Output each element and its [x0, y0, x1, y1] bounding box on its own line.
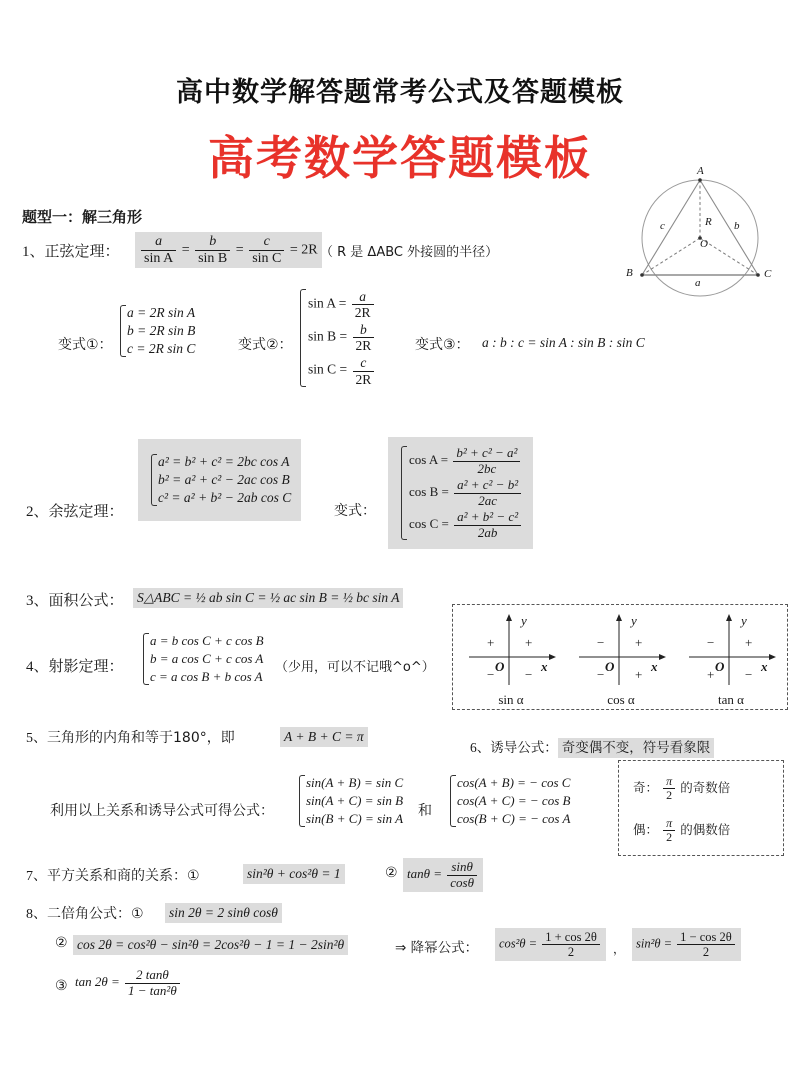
cosvar-num-3: a² + b² − c² [454, 510, 521, 526]
cosine-line-2: b² = a² + c² − 2ac cos B [158, 472, 290, 487]
variant1-label: 变式①： [58, 337, 113, 353]
cosvar-num-2: a² + c² − b² [454, 478, 521, 494]
projection-line-2: b = a cos C + c cos A [150, 651, 264, 666]
odd-num: π [663, 775, 675, 789]
pythagorean-identity: sin²θ + cos²θ = 1 [243, 864, 345, 884]
circumcircle-diagram [612, 165, 788, 300]
odd-even-note-box [618, 760, 784, 856]
sine-equals-2r: = 2R [289, 242, 318, 258]
quadrant-item-sin [459, 609, 563, 707]
derived-sine-group [296, 774, 403, 828]
cosvar-lhs-2: cos B = [409, 484, 449, 500]
reduce-sin-den: 2 [702, 945, 710, 959]
cos-q3-sign: − [597, 667, 605, 682]
tan-y-axis-label: y [741, 613, 747, 628]
side-label-a: a [695, 277, 701, 289]
item8-marker-1: ① [131, 906, 144, 922]
sin-function-label: sin α [498, 692, 524, 707]
derived-lead-text: 利用以上关系和诱导公式可得公式： [50, 803, 274, 819]
item1-note: （ R 是 ΔABC 外接圆的半径） [320, 245, 499, 260]
tan-identity-num: sinθ [447, 860, 477, 876]
cos-x-axis-label: x [651, 659, 658, 674]
radius-label-r: R [705, 216, 712, 228]
sin-x-axis-label: x [541, 659, 548, 674]
item8-number: 8、 [26, 907, 47, 922]
even-row [633, 817, 730, 845]
item7-marker-2: ② [385, 865, 398, 881]
item2-name: 余弦定理： [48, 502, 124, 520]
quadrant-item-tan [679, 609, 783, 707]
item4-number: 4、 [26, 659, 49, 675]
variant1-group [117, 304, 195, 358]
sin-origin-label: O [495, 659, 505, 674]
sine-a-num: a [141, 234, 176, 251]
cos-origin-label: O [605, 659, 615, 674]
item6-highlight: 奇变偶不变，符号看象限 [558, 738, 715, 758]
tan-q2-sign: − [707, 635, 715, 650]
sin-q4-sign: − [525, 667, 533, 682]
variant2-num-2: b [353, 322, 375, 338]
cosine-line-3: c² = a² + b² − 2ab cos C [158, 490, 292, 505]
item8-marker-2: ② [55, 935, 68, 951]
variant1-line-3: c = 2R sin C [127, 341, 196, 356]
vertex-label-b: B [626, 267, 633, 279]
cosvar-den-2: 2ac [478, 492, 497, 508]
cosvar-lhs-1: cos A = [409, 452, 449, 468]
tan-origin-label: O [715, 659, 725, 674]
vertex-label-a: A [697, 165, 704, 177]
sine-a-den: sin A [144, 250, 174, 266]
odd-label: 奇： [633, 779, 659, 795]
sine-b-den: sin B [198, 250, 228, 266]
sin-y-axis-label: y [521, 613, 527, 628]
cosvar-lhs-3: cos C = [409, 516, 449, 532]
law-of-sines-formula: $\frac{a}{\text{sin A}}$ = $\frac{b}{\text{sin B}}$ = $\frac{c}{\text{sin C}}$ = 2R [135, 232, 322, 268]
sin-q3-sign: − [487, 667, 495, 682]
power-reduction-label: ⇒ 降幂公式： [395, 940, 479, 956]
variant2-den-3: 2R [355, 371, 372, 387]
power-reduction-cos [495, 928, 606, 961]
derived-sine-line-3: sin(B + C) = sin A [306, 811, 404, 826]
sine-c-num: c [249, 234, 284, 251]
section-heading: 题型一：解三角形 [22, 208, 143, 226]
item7-name: 平方关系和商的关系： [47, 868, 187, 884]
center-label-o: O [700, 238, 708, 250]
double-tan-den: 1 − tan²θ [128, 982, 177, 998]
projection-line-3: c = a cos B + b cos A [150, 669, 263, 684]
item6-name: 诱导公式： [490, 740, 558, 756]
cosine-variant-group [388, 437, 533, 549]
derived-conjunction: 和 [418, 803, 432, 819]
variant2-lhs-2: sin B = [308, 328, 348, 344]
projection-line-1: a = b cos C + c cos B [150, 633, 264, 648]
side-label-c: c [660, 220, 665, 232]
derived-cosine-group [447, 774, 570, 828]
cosvar-num-1: b² + c² − a² [453, 446, 520, 462]
tan-identity-den: cosθ [450, 874, 474, 890]
even-den: 2 [666, 830, 673, 845]
item7-number: 7、 [26, 869, 47, 884]
double-angle-tangent [75, 968, 182, 998]
variant2-group [297, 288, 376, 388]
cos-q4-sign: + [635, 667, 643, 682]
even-num: π [663, 817, 675, 831]
item6-number: 6、 [470, 740, 491, 755]
cos-function-label: cos α [607, 692, 635, 707]
derived-sine-line-1: sin(A + B) = sin C [306, 775, 404, 790]
item8-name: 二倍角公式： [47, 906, 131, 922]
variant2-num-1: a [352, 289, 374, 305]
variant2-den-2: 2R [355, 338, 372, 354]
item2-number: 2、 [26, 504, 49, 520]
derived-sine-line-2: sin(A + C) = sin B [306, 793, 404, 808]
odd-row [633, 775, 730, 803]
page-subtitle: 高中数学解答题常考公式及答题模板 [176, 77, 624, 108]
page-title: 高考数学答题模板 [208, 131, 592, 185]
derived-cosine-line-1: cos(A + B) = − cos C [457, 775, 571, 790]
double-angle-sine: sin 2θ = 2 sinθ cosθ [165, 903, 282, 923]
cosvar-den-3: 2ab [477, 524, 498, 540]
reduce-sin-num: 1 − cos 2θ [677, 930, 735, 945]
variant2-den-1: 2R [354, 305, 371, 321]
reduce-cos-num: 1 + cos 2θ [542, 930, 600, 945]
sin-q2-sign: + [487, 635, 495, 650]
item2-variant-label: 变式： [334, 503, 376, 519]
odd-den: 2 [666, 788, 673, 803]
double-tan-num: 2 tanθ [125, 968, 180, 984]
item3-name: 面积公式： [48, 591, 124, 609]
tan-function-label: tan α [718, 692, 744, 707]
sine-b-num: b [195, 234, 230, 251]
cosine-line-1: a² = b² + c² = 2bc cos A [158, 454, 290, 469]
variant3-label: 变式③： [415, 337, 470, 353]
vertex-label-c: C [764, 268, 772, 280]
cos-q1-sign: + [635, 635, 643, 650]
variant1-line-1: a = 2R sin A [127, 305, 196, 320]
variant2-lhs-3: sin C = [308, 362, 348, 378]
tan-q3-sign: + [707, 667, 715, 682]
angle-sum-formula: A + B + C = π [280, 727, 368, 747]
quadrant-sign-chart [452, 604, 788, 710]
quadrant-item-cos [569, 609, 673, 707]
derived-cosine-line-2: cos(A + C) = − cos B [457, 793, 571, 808]
variant1-line-2: b = 2R sin B [127, 323, 196, 338]
item4-note: （少用，可以不记哦^o^） [275, 660, 435, 675]
reduce-cos-den: 2 [567, 945, 575, 959]
cosvar-den-1: 2bc [477, 460, 497, 476]
item3-number: 3、 [26, 593, 49, 609]
item5-text: 三角形的内角和等于180°，即 [47, 730, 235, 746]
cos-q2-sign: − [597, 635, 605, 650]
item1-number: 1、 [22, 244, 45, 260]
tan-x-axis-label: x [761, 659, 768, 674]
tangent-quotient-identity [403, 858, 483, 892]
tan-q1-sign: + [745, 635, 753, 650]
triangle-area-formula: S△ABC = ½ ab sin C = ½ ac sin B = ½ bc sin A [133, 588, 403, 608]
power-reduction-comma: ， [613, 942, 626, 956]
double-angle-cosine: cos 2θ = cos²θ − sin²θ = 2cos²θ − 1 = 1 − 2sin²θ [73, 935, 348, 955]
even-label: 偶： [633, 821, 659, 837]
double-tan-lhs: tan 2θ = [75, 974, 120, 990]
item5-number: 5、 [26, 731, 47, 746]
power-reduction-sin [632, 928, 741, 961]
odd-text: 的奇数倍 [680, 779, 731, 795]
cos-y-axis-label: y [631, 613, 637, 628]
variant2-label: 变式②： [238, 337, 293, 353]
variant3-formula: a : b : c = sin A : sin B : sin C [482, 335, 645, 350]
tan-identity-lhs: tanθ = [407, 866, 443, 882]
law-of-cosines-group [138, 439, 301, 521]
sin-q1-sign: + [525, 635, 533, 650]
tan-q4-sign: − [745, 667, 753, 682]
reduce-sin-lhs: sin²θ = [636, 936, 673, 951]
projection-rule-group [140, 632, 264, 686]
item7-marker-1: ① [187, 868, 200, 884]
variant2-lhs-1: sin A = [308, 295, 347, 311]
variant2-num-3: c [353, 355, 375, 371]
derived-cosine-line-3: cos(B + C) = − cos A [457, 811, 571, 826]
reduce-cos-lhs: cos²θ = [499, 936, 538, 951]
item1-name: 正弦定理： [44, 242, 120, 260]
side-label-b: b [734, 220, 740, 232]
sine-c-den: sin C [252, 250, 282, 266]
item4-name: 射影定理： [48, 657, 124, 675]
even-text: 的偶数倍 [680, 821, 731, 837]
item8-marker-3: ③ [55, 978, 68, 994]
